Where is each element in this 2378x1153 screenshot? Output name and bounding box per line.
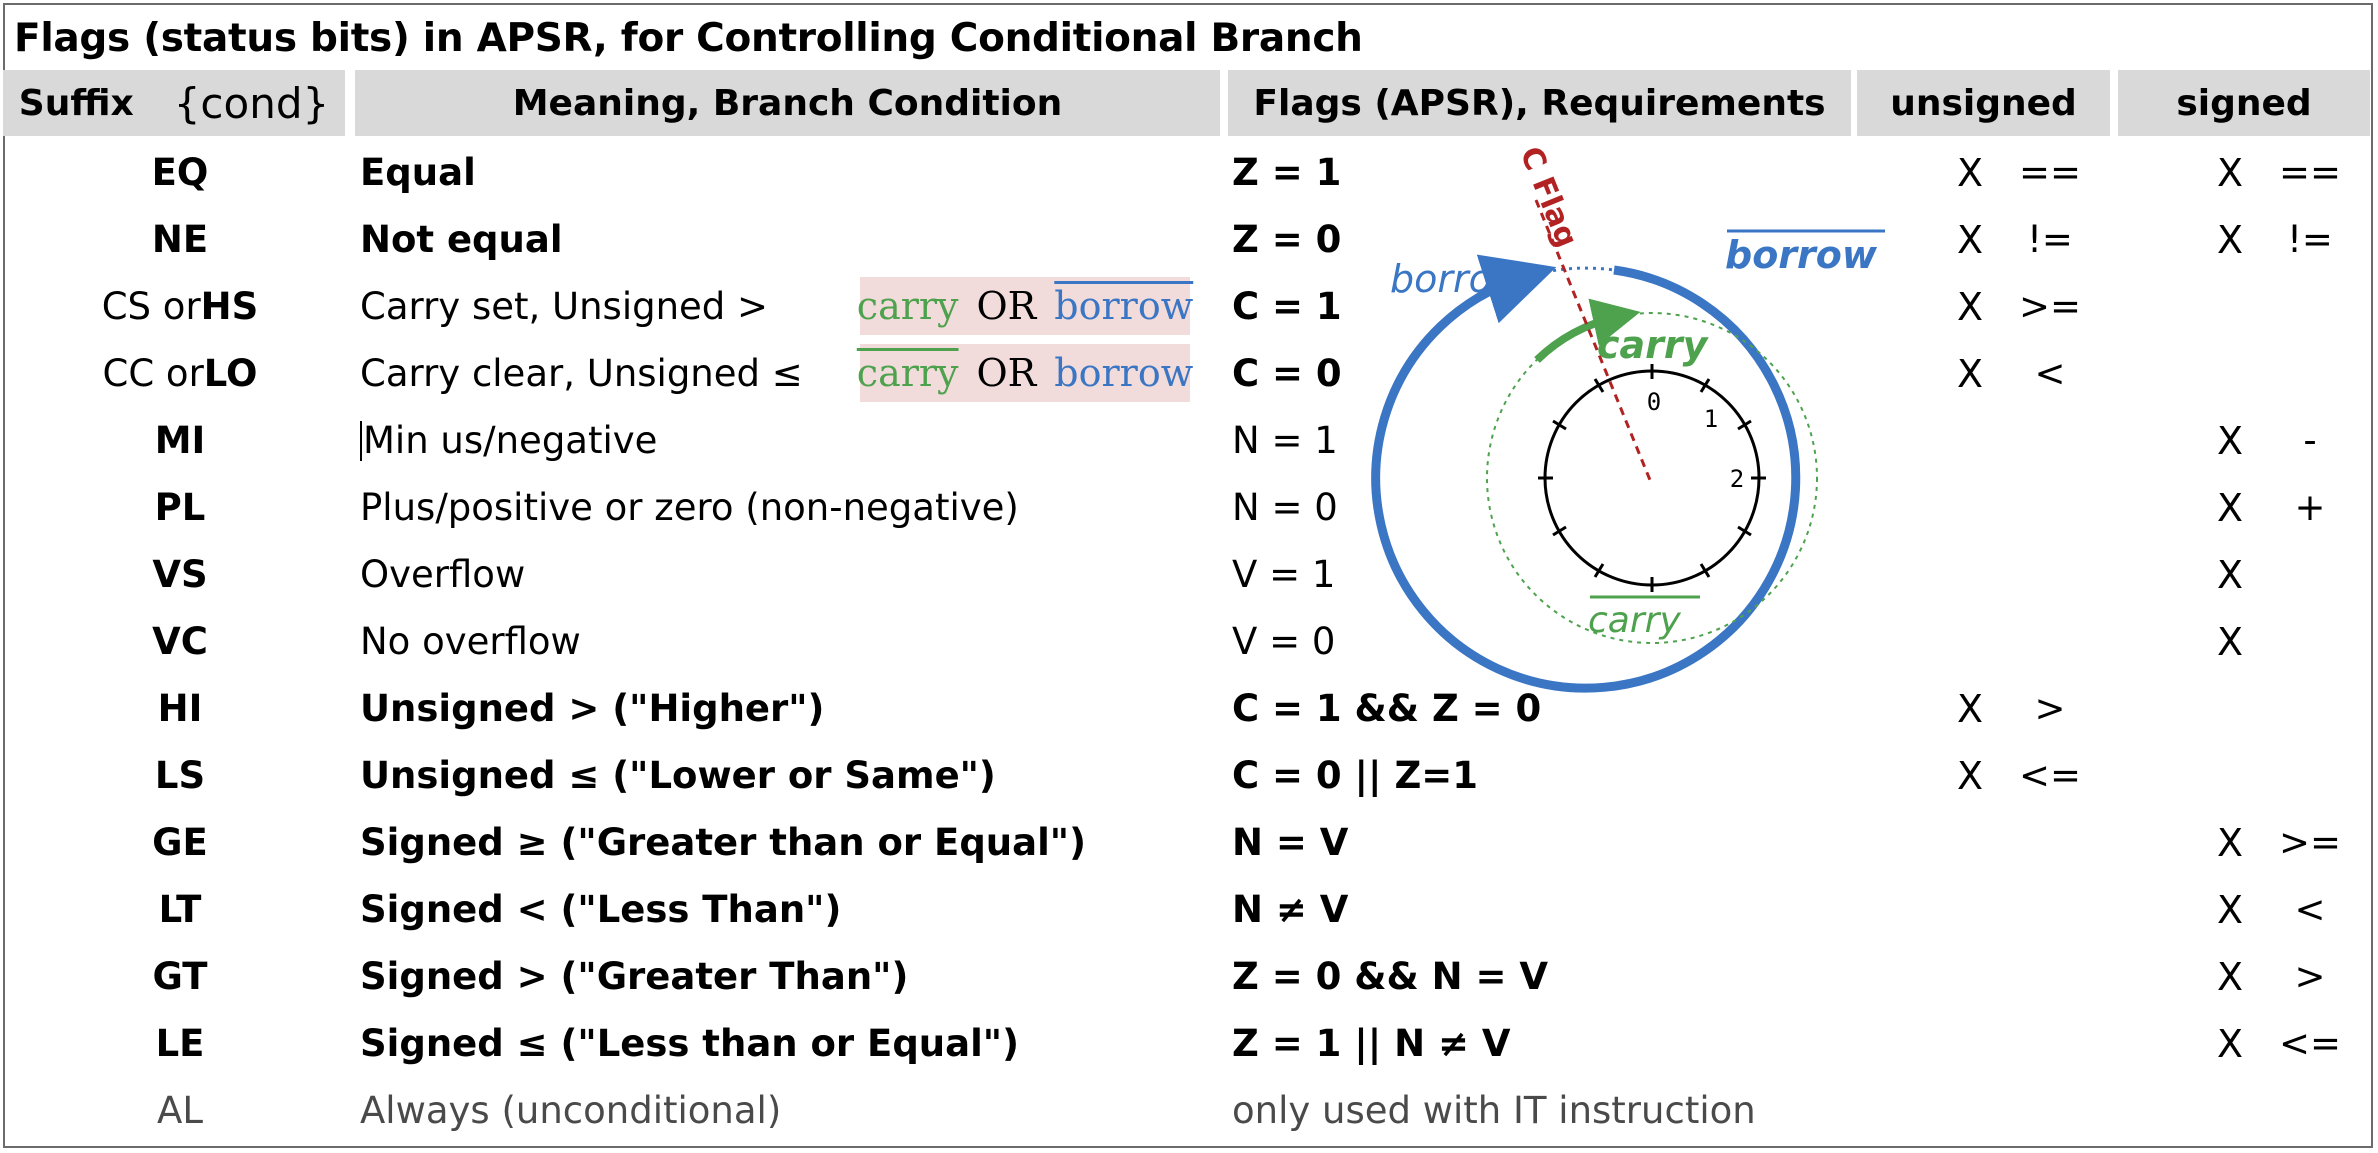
meaning-text: Signed > ("Greater Than")	[360, 955, 909, 998]
meaning-text: Carry set, Unsigned >	[360, 285, 769, 328]
signed-op: +	[2294, 486, 2326, 529]
meaning-text: Always (unconditional)	[360, 1089, 782, 1132]
meaning-text: No overflow	[360, 620, 581, 663]
suffix-code: LS	[154, 754, 206, 797]
meaning-text: Signed ≤ ("Less than or Equal")	[360, 1022, 1019, 1065]
flags-cell: Z = 1	[1232, 151, 1342, 194]
header-unsigned-label: unsigned	[1890, 82, 2077, 124]
page-title: Flags (status bits) in APSR, for Controlling Conditional Branch	[14, 16, 1363, 61]
dial-label-2: 2	[1729, 465, 1745, 493]
unsigned-mark: X	[1956, 150, 1984, 195]
meaning-text: Equal	[360, 151, 476, 194]
flags-cell: N = 1	[1232, 419, 1338, 462]
flags-cell: C = 1	[1232, 285, 1342, 328]
borrow-bar-label: borrow	[1725, 233, 1877, 277]
meaning-text: Unsigned ≤ ("Lower or Same")	[360, 754, 996, 797]
header-cond-label: {cond}	[173, 78, 330, 128]
flags-cell: Z = 0 && N = V	[1232, 955, 1548, 998]
suffix-alt: CC or	[102, 352, 204, 395]
carry-term: carry	[856, 284, 959, 328]
unsigned-op: ==	[2018, 151, 2081, 194]
dial-label-1: 1	[1703, 405, 1719, 433]
suffix-code: HS	[200, 285, 259, 328]
signed-mark: X	[2216, 619, 2244, 664]
suffix-code: LT	[158, 888, 202, 931]
suffix-code: HI	[157, 687, 203, 730]
meaning-text: Overflow	[360, 553, 526, 596]
meaning-text: Signed < ("Less Than")	[360, 888, 842, 931]
flags-cell: only used with IT instruction	[1232, 1089, 1756, 1132]
suffix-code: AL	[157, 1089, 203, 1132]
signed-op: <=	[2278, 1022, 2341, 1065]
signed-op: !=	[2287, 218, 2333, 261]
meaning-text: Plus/positive or zero (non-negative)	[360, 486, 1019, 529]
signed-mark: X	[2216, 150, 2244, 195]
unsigned-op: <=	[2018, 754, 2081, 797]
unsigned-mark: X	[1956, 753, 1984, 798]
meaning-text: Signed ≥ ("Greater than or Equal")	[360, 821, 1086, 864]
carry-bar-label: carry	[1588, 600, 1681, 641]
unsigned-op: !=	[2027, 218, 2073, 261]
header-flags-label: Flags (APSR), Requirements	[1253, 82, 1826, 124]
meaning-text: Unsigned > ("Higher")	[360, 687, 825, 730]
flags-cell: V = 1	[1232, 553, 1336, 596]
or-term: OR	[976, 284, 1037, 328]
unsigned-mark: X	[1956, 217, 1984, 262]
signed-op: ==	[2278, 151, 2341, 194]
suffix-alt: CS or	[101, 285, 201, 328]
signed-mark: X	[2216, 485, 2244, 530]
suffix-code: GT	[152, 955, 208, 998]
suffix-code: LE	[155, 1022, 205, 1065]
suffix-code: NE	[151, 218, 209, 261]
unsigned-op: <	[2034, 352, 2066, 395]
borrow-term: borrow	[1054, 351, 1194, 395]
signed-mark: X	[2216, 418, 2244, 463]
signed-mark: X	[2216, 217, 2244, 262]
flags-cell: C = 0	[1232, 352, 1342, 395]
flags-cell: C = 1 && Z = 0	[1232, 687, 1542, 730]
meaning-text: Carry clear, Unsigned ≤	[360, 352, 803, 395]
unsigned-mark: X	[1956, 686, 1984, 731]
unsigned-op: >=	[2018, 285, 2081, 328]
unsigned-mark: X	[1956, 284, 1984, 329]
suffix-code: MI	[154, 419, 206, 462]
suffix-code: GE	[152, 821, 208, 864]
flags-cell: Z = 1 || N ≠ V	[1232, 1022, 1511, 1065]
flags-cell: N = 0	[1232, 486, 1338, 529]
unsigned-mark: X	[1956, 351, 1984, 396]
suffix-code: VS	[152, 553, 208, 596]
signed-op: -	[2303, 419, 2317, 462]
carry-bar-term: carry	[856, 351, 959, 395]
borrow-label: borrow	[1390, 257, 1523, 301]
borrow-gap-dotted	[1522, 268, 1614, 278]
flags-cell: V = 0	[1232, 620, 1336, 663]
unsigned-op: >	[2034, 687, 2066, 730]
signed-op: <	[2294, 888, 2326, 931]
flags-cell: Z = 0	[1232, 218, 1342, 261]
flags-cell: N ≠ V	[1232, 888, 1349, 931]
signed-mark: X	[2216, 820, 2244, 865]
meaning-text: Min us/negative	[363, 419, 658, 462]
suffix-code: PL	[154, 486, 206, 529]
flags-cell: N = V	[1232, 821, 1349, 864]
signed-op: >	[2294, 955, 2326, 998]
signed-mark: X	[2216, 1021, 2244, 1066]
header-signed-label: signed	[2176, 82, 2312, 124]
suffix-code: LO	[203, 352, 258, 395]
meaning-text: Not equal	[360, 218, 563, 261]
suffix-code: VC	[152, 620, 208, 663]
suffix-code: EQ	[151, 151, 209, 194]
signed-mark: X	[2216, 887, 2244, 932]
header-suffix-label: Suffix	[18, 82, 134, 124]
signed-mark: X	[2216, 552, 2244, 597]
signed-mark: X	[2216, 954, 2244, 999]
signed-op: >=	[2278, 821, 2341, 864]
borrow-bar-term: borrow	[1054, 284, 1194, 328]
or-term: OR	[976, 351, 1037, 395]
c-flag-label: C Flag	[1512, 141, 1585, 253]
carry-label: carry	[1597, 323, 1708, 367]
flags-cell: C = 0 || Z=1	[1232, 754, 1479, 797]
dial-label-0: 0	[1646, 388, 1662, 416]
header-meaning-label: Meaning, Branch Condition	[512, 82, 1063, 124]
